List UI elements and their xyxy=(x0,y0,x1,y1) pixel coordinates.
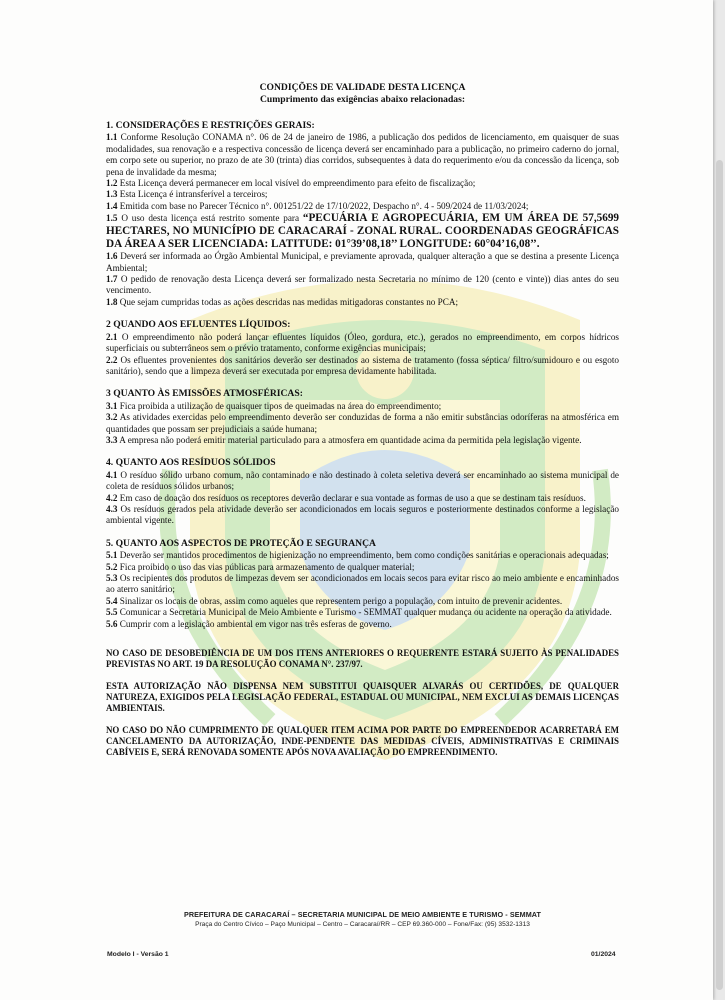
footer-address: Praça do Centro Cívico – Paço Municipal – Centro – Caracaraí/RR – CEP 69.360-000 – Fone/Fax: (95) 3532-1313 xyxy=(195,921,530,928)
footer-institution: PREFEITURA DE CARACARAÍ – SECRETARIA MUNICIPAL DE MEIO AMBIENTE E TURISMO - SEMMAT xyxy=(183,910,542,919)
clause-4-2: 4.2 Em caso de doação dos resíduos os receptores deverão declarar e sua vontade as formas de uso a que se destinam tais resíduos. xyxy=(106,492,586,503)
page-footer xyxy=(106,910,619,928)
clause-5-6: 5.6 Cumprir com a legislação ambiental em vigor nas três esferas de governo. xyxy=(106,618,392,629)
form-model-version: Modelo I - Versão 1 xyxy=(107,951,169,958)
clause-1-8: 1.8 Que sejam cumpridas todas as ações descridas nas medidas mitigadoras constantes no PCA; xyxy=(106,296,459,307)
licensed-activity-description: “PECUÁRIA E AGROPECUÁRIA, EM UM ÁREA DE 57,5699 HECTARES, NO MUNICÍPIO DE CARACARAÍ - ZONAL RURAL. COORDENADAS GEOGRÁFICAS DA ÁREA A SER LICENCIADA: LATITUDE: 01°39’08,18’’ LONGITUDE: 60°04’16,08’’. xyxy=(106,212,620,251)
clause-5-4: 5.4 Sinalizar os locais de obras, assim como aqueles que representem perigo a população, com intuito de prevenir acidentes. xyxy=(106,595,563,606)
clause-3-2: 3.2 As atividades exercidas pelo empreendimento deverão ser conduzidas de forma a não emitir substâncias odoríferas na atmosférica em quantidades que possam ser prejudiciais a saúde humana; xyxy=(106,412,619,434)
clause-1-3: 1.3 Esta Licença é intransferível a terceiros; xyxy=(106,189,268,200)
clause-3-1: 3.1 Fica proibida a utilização de quaisquer tipos de queimadas na área do empreendimento; xyxy=(106,400,442,411)
section-heading-protection-safety: 5. QUANTO AOS ASPECTOS DE PROTEÇÃO E SEGURANÇA xyxy=(106,537,376,549)
clause-5-5: 5.5 Comunicar a Secretaria Municipal de Meio Ambiente e Turismo - SEMMAT qualquer mudança ou acidente na operação da atividade. xyxy=(106,607,612,618)
clause-4-1: 4.1 O resíduo sólido urbano comum, não contaminado e não destinado à coleta seletiva deverá ser encaminhado ao sistema municipal de coleta de resíduos sólidos urbanos; xyxy=(106,469,619,492)
notice-penalties: NO CASO DE DESOBEDIÊNCIA DE UM DOS ITENS ANTERIORES O REQUERENTE ESTARÁ SUJEITO ÀS PENALIDADES PREVISTAS NO ART. 19 DA RESOLUÇÃO CONAMA N°. 237/97. xyxy=(106,648,619,670)
form-date: 01/2024 xyxy=(591,951,616,958)
document-subtitle: Cumprimento das exigências abaixo relacionadas: xyxy=(259,94,466,105)
notice-cancellation: NO CASO DO NÃO CUMPRIMENTO DE QUALQUER ITEM ACIMA POR PARTE DO EMPREENDEDOR ACARRETARÁ EM CANCELAMENTO DA AUTORIZAÇÃO, INDE-PENDENTE DAS MEDIDAS CÍVEIS, ADMINISTRATIVAS E CRIMINAIS CABÍVEIS E, SERÁ RENOVADA SOMENTE APÓS NOVA AVALIAÇÃO DO EMPREENDIMENTO. xyxy=(106,725,619,758)
clause-1-6: 1.6 Deverá ser informada ao Órgão Ambiental Municipal, e previamente aprovada, qualquer alteração a que se destina a presente Licença Ambiental; xyxy=(106,251,619,273)
clause-4-3: 4.3 Os resíduos gerados pela atividade deverão ser acondicionados em locais seguros e posteriormente destinados conforme a legislação ambiental vigente. xyxy=(106,503,619,526)
clause-5-1: 5.1 Deverão ser mantidos procedimentos de higienização no empreendimento, bem como condições sanitárias e operacionais adequadas; xyxy=(106,550,609,561)
clause-2-1: 2.1 O empreendimento não poderá lançar efluentes líquidos (Óleo, gordura, etc.), gerados no empreendimento, em corpos hídricos superficiais ou subterrâneos sem o prévio tratamento, conforme exigências municipais; xyxy=(106,331,620,354)
document-title: CONDIÇÕES DE VALIDADE DESTA LICENÇA xyxy=(259,82,466,93)
notice-other-permits: ESTA AUTORIZAÇÃO NÃO DISPENSA NEM SUBSTITUI QUAISQUER ALVARÁS OU CERTIDÕES, DE QUALQUER NATUREZA, EXIGIDOS PELA LEGISLAÇÃO FEDERAL, ESTADUAL OU MUNICIPAL, NEM EXCLUI AS DEMAIS LICENÇAS AMBIENTAIS. xyxy=(106,681,619,714)
section-heading-general: 1. CONSIDERAÇÕES E RESTRIÇÕES GERAIS: xyxy=(106,120,315,131)
clause-1-7: 1.7 O pedido de renovação desta Licença deverá ser formalizado nesta Secretaria no mínimo de 120 (cento e vinte)) dias antes do seu vencimento. xyxy=(106,274,620,296)
clause-1-4: 1.4 Emitida com base no Parecer Técnico n°. 001251/22 de 17/10/2022, Despacho n°. 4 - 509/2024 de 11/03/2024; xyxy=(106,200,529,211)
clause-5-3: 5.3 Os recipientes dos produtos de limpezas devem ser acondicionados em locais secos para evitar risco ao meio ambiente e encaminhados ao aterro sanitário; xyxy=(106,573,619,595)
clause-3-3: 3.3 A empresa não poderá emitir material particulado para a atmosfera em quantidade acima da permitida pela legislação vigente. xyxy=(106,434,582,445)
clause-1-5: 1.5 O uso desta licença está restrito somente para “PECUÁRIA E AGROPECUÁRIA, EM UM ÁREA DE 57,5699 HECTARES, NO MUNICÍPIO DE CARACARAÍ - ZONAL RURAL. COORDENADAS GEOGRÁFICAS DA ÁREA A SER LICENCIADA: LATITUDE: 01°39’08,18’’ LONGITUDE: 60°04’16,08’’. xyxy=(106,212,620,251)
section-heading-atmospheric-emissions: 3 QUANTO ÀS EMISSÕES ATMOSFÉRICAS: xyxy=(106,388,303,400)
clause-2-2: 2.2 Os efluentes provenientes dos sanitários deverão ser destinados ao sistema de tratamento (fossa séptica/ filtro/sumidouro e ou esgoto sanitário), sendo que a limpeza deverá ser executada por empresa devidamente habilitada. xyxy=(106,354,620,376)
clause-1-1: 1.1 Conforme Resolução CONAMA n°. 06 de 24 de janeiro de 1986, a publicação dos pedidos de licenciamento, em quaisquer de suas modalidades, sua renovação e a respectiva concessão de licença deverá ser encaminhado para a publicação, no primeiro caderno do jornal, em corpo sete ou superior, no prazo de ate 30 (trinta) dias corridos, subsequentes à data do requerimento e/ou da concessão da licença, sob pena de invalidade da mesma; xyxy=(106,132,620,177)
clause-1-2: 1.2 Esta Licença deverá permanecer em local visível do empreendimento para efeito de fiscalização; xyxy=(106,178,476,189)
section-heading-solid-waste: 4. QUANTO AOS RESÍDUOS SÓLIDOS xyxy=(106,457,276,469)
clause-5-2: 5.2 Fica proibido o uso das vias públicas para armazenamento de qualquer material; xyxy=(106,561,415,572)
vertical-scrollbar[interactable] xyxy=(716,160,723,990)
section-heading-liquid-effluents: 2 QUANDO AOS EFLUENTES LÍQUIDOS: xyxy=(106,319,291,331)
